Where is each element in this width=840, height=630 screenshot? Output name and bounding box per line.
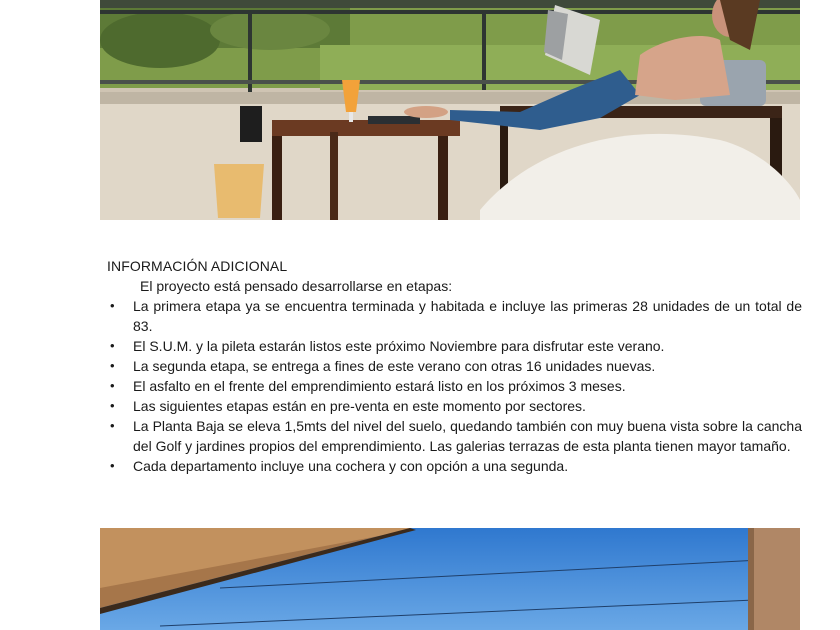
list-item: • Cada departamento incluye una cochera y con opción a una segunda. xyxy=(110,458,569,474)
section-heading: INFORMACIÓN ADICIONAL xyxy=(107,258,288,274)
list-item: • La Planta Baja se eleva 1,5mts del nivel del suelo, quedando también con muy buena vista sobre la cancha del Golf y jardines propios del emprendimiento. Las galerias terrazas de esta planta tienen mayor tamaño. xyxy=(110,418,802,454)
list-item: • Las siguientes etapas están en pre-venta en este momento por sectores. xyxy=(110,398,586,414)
terrace-photo xyxy=(100,0,800,220)
sky-eave-photo xyxy=(100,528,800,630)
bullet-icon: • xyxy=(110,418,115,433)
bullet-icon: • xyxy=(110,398,115,413)
info-list xyxy=(107,296,802,476)
bullet-icon: • xyxy=(110,378,115,393)
list-item: • La primera etapa ya se encuentra terminada y habitada e incluye las primeras 28 unidades de un total de 83. xyxy=(110,298,802,334)
list-item: • La segunda etapa, se entrega a fines de este verano con otras 16 unidades nuevas. xyxy=(110,358,656,374)
bullet-icon: • xyxy=(110,458,115,473)
bullet-icon: • xyxy=(110,298,115,313)
list-item: • El asfalto en el frente del emprendimiento estará listo en los próximos 3 meses. xyxy=(110,378,626,394)
intro-text: El proyecto está pensado desarrollarse en etapas: xyxy=(140,278,453,294)
additional-info-section xyxy=(107,256,802,476)
list-item: • El S.U.M. y la pileta estarán listos este próximo Noviembre para disfrutar este verano. xyxy=(110,338,665,354)
bullet-icon: • xyxy=(110,358,115,373)
bullet-icon: • xyxy=(110,338,115,353)
